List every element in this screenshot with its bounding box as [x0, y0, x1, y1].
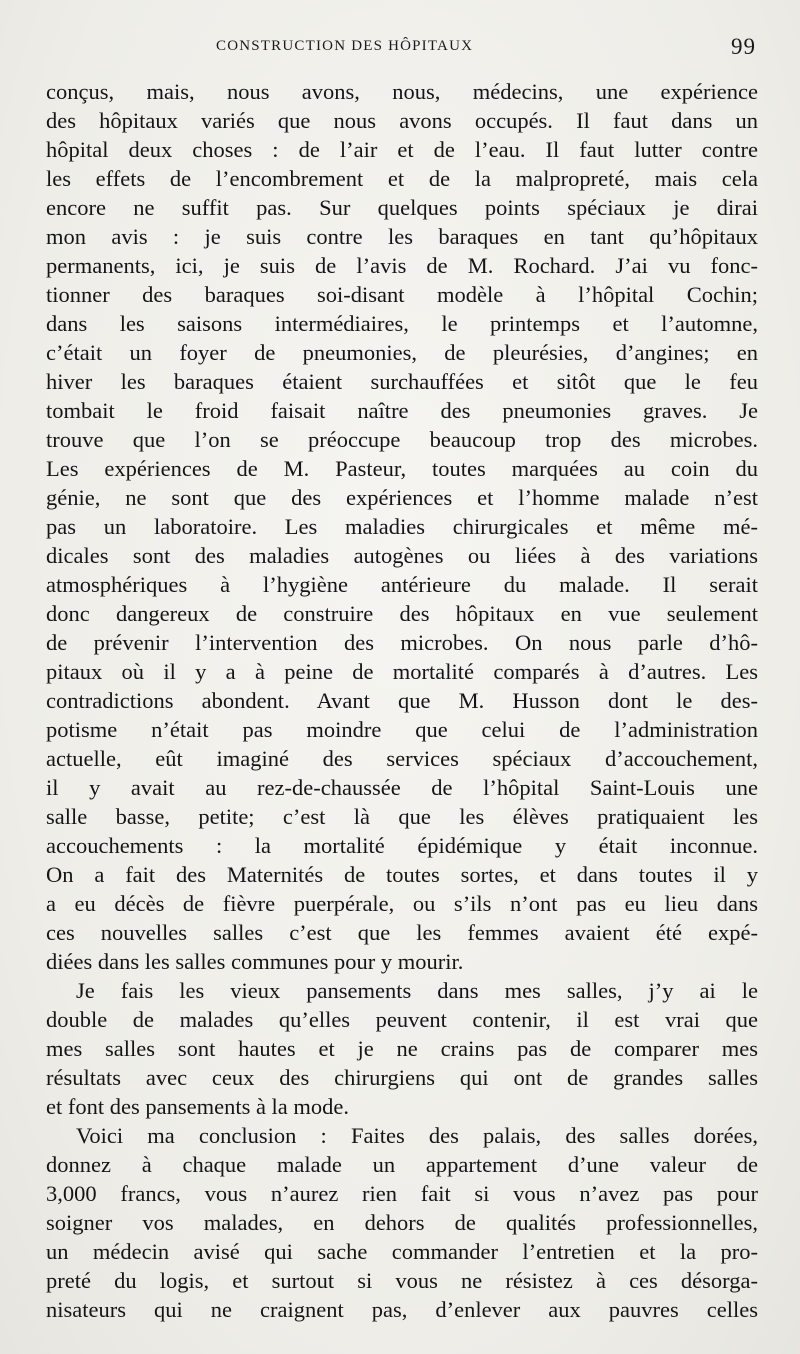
text-line: hôpital deux choses : de l’air et de l’eau. Il faut lutter contre [46, 137, 758, 162]
text-line: un médecin avisé qui sache commander l’entretien et la pro- [46, 1239, 758, 1264]
text-line: double de malades qu’elles peuvent contenir, il est vrai que [46, 1007, 758, 1032]
text-line: accouchements : la mortalité épidémique y était inconnue. [46, 833, 758, 858]
text-line: dans les saisons intermédiaires, le printemps et l’automne, [46, 311, 758, 336]
text-line: génie, ne sont que des expériences et l’homme malade n’est [46, 485, 758, 510]
text-line: nisateurs qui ne craignent pas, d’enlever aux pauvres celles [46, 1297, 758, 1322]
page-number: 99 [731, 34, 756, 59]
text-line: il y avait au rez-de-chaussée de l’hôpital Saint-Louis une [46, 775, 758, 800]
text-line: 3,000 francs, vous n’aurez rien fait si vous n’avez pas pour [46, 1181, 758, 1206]
text-line: résultats avec ceux des chirurgiens qui ont de grandes salles [46, 1065, 758, 1090]
text-line: hiver les baraques étaient surchauffées et sitôt que le feu [46, 369, 758, 394]
text-line: preté du logis, et surtout si vous ne résistez à ces désorga- [46, 1268, 758, 1293]
text-line: mon avis : je suis contre les baraques en tant qu’hôpitaux [46, 224, 758, 249]
text-line: mes salles sont hautes et je ne crains pas de comparer mes [46, 1036, 758, 1061]
text-line: salle basse, petite; c’est là que les élèves pratiquaient les [46, 804, 758, 829]
text-line: de prévenir l’intervention des microbes. On nous parle d’hô- [46, 630, 758, 655]
text-line: On a fait des Maternités de toutes sortes, et dans toutes il y [46, 862, 758, 887]
text-line: permanents, ici, je suis de l’avis de M. Rochard. J’ai vu fonc- [46, 253, 758, 278]
text-line: pas un laboratoire. Les maladies chirurgicales et même mé- [46, 514, 758, 539]
text-line: tionner des baraques soi-disant modèle à l’hôpital Cochin; [46, 282, 758, 307]
text-line: Voici ma conclusion : Faites des palais, des salles dorées, [76, 1123, 758, 1148]
body-text [46, 77, 758, 1324]
text-line: c’était un foyer de pneumonies, de pleurésies, d’angines; en [46, 340, 758, 365]
text-line: pitaux où il y a à peine de mortalité comparés à d’autres. Les [46, 659, 758, 684]
text-line: tombait le froid faisait naître des pneumonies graves. Je [46, 398, 758, 423]
text-line: actuelle, eût imaginé des services spéciaux d’accouchement, [46, 746, 758, 771]
text-line: encore ne suffit pas. Sur quelques points spéciaux je dirai [46, 195, 758, 220]
text-line: soigner vos malades, en dehors de qualités professionnelles, [46, 1210, 758, 1235]
text-line: dicales sont des maladies autogènes ou liées à des variations [46, 543, 758, 568]
text-line: a eu décès de fièvre puerpérale, ou s’ils n’ont pas eu lieu dans [46, 891, 758, 916]
text-line: les effets de l’encombrement et de la malpropreté, mais cela [46, 166, 758, 191]
text-line: donc dangereux de construire des hôpitaux en vue seulement [46, 601, 758, 626]
text-line: et font des pansements à la mode. [46, 1094, 350, 1119]
text-line: donnez à chaque malade un appartement d’une valeur de [46, 1152, 758, 1177]
page-header [46, 34, 756, 66]
text-line: diées dans les salles communes pour y mourir. [46, 949, 464, 974]
text-line: atmosphériques à l’hygiène antérieure du malade. Il serait [46, 572, 758, 597]
text-line: contradictions abondent. Avant que M. Husson dont le des- [46, 688, 758, 713]
text-line: Les expériences de M. Pasteur, toutes marquées au coin du [46, 456, 758, 481]
text-line: trouve que l’on se préoccupe beaucoup trop des microbes. [46, 427, 758, 452]
text-line: des hôpitaux variés que nous avons occupés. Il faut dans un [46, 108, 758, 133]
text-line: Je fais les vieux pansements dans mes salles, j’y ai le [76, 978, 758, 1003]
text-line: potisme n’était pas moindre que celui de l’administration [46, 717, 758, 742]
text-line: conçus, mais, nous avons, nous, médecins, une expérience [46, 79, 758, 104]
text-line: ces nouvelles salles c’est que les femmes avaient été expé- [46, 920, 758, 945]
running-title: CONSTRUCTION DES HÔPITAUX [216, 38, 474, 54]
